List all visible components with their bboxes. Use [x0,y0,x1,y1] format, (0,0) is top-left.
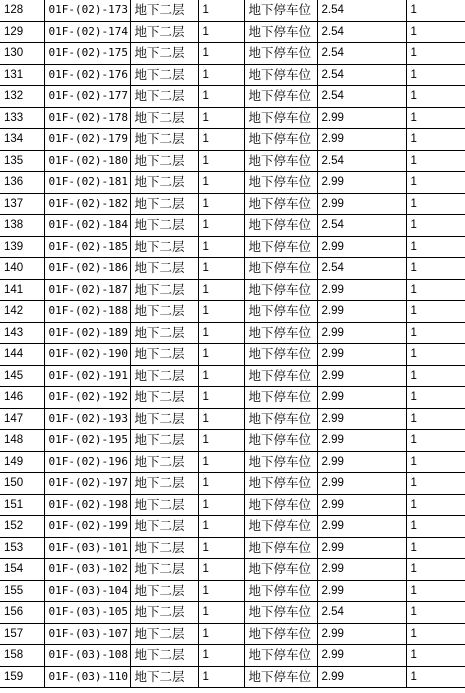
space-type-cell: 地下停车位 [244,559,317,581]
row-number-cell: 151 [0,494,44,516]
table-row [0,64,465,86]
area-cell: 2.99 [317,279,406,301]
quantity-cell: 1 [198,430,244,452]
area-cell: 2.54 [317,43,406,65]
area-cell: 2.99 [317,645,406,667]
floor-cell: 地下二层 [130,236,198,258]
row-number-cell: 136 [0,172,44,194]
space-code-cell: 01F-(03)-108 [44,645,130,667]
space-code-cell: 01F-(02)-198 [44,494,130,516]
area-cell: 2.99 [317,387,406,409]
row-number-cell: 153 [0,537,44,559]
space-type-cell: 地下停车位 [244,21,317,43]
table-row [0,623,465,645]
space-type-cell: 地下停车位 [244,279,317,301]
table-row [0,129,465,151]
count-cell: 1 [406,494,465,516]
space-type-cell: 地下停车位 [244,430,317,452]
row-number-cell: 131 [0,64,44,86]
quantity-cell: 1 [198,0,244,21]
floor-cell: 地下二层 [130,580,198,602]
floor-cell: 地下二层 [130,279,198,301]
space-type-cell: 地下停车位 [244,129,317,151]
area-cell: 2.99 [317,451,406,473]
row-number-cell: 138 [0,215,44,237]
floor-cell: 地下二层 [130,387,198,409]
space-code-cell: 01F-(02)-184 [44,215,130,237]
quantity-cell: 1 [198,236,244,258]
table-row [0,387,465,409]
table-row [0,0,465,21]
row-number-cell: 144 [0,344,44,366]
row-number-cell: 141 [0,279,44,301]
quantity-cell: 1 [198,580,244,602]
space-type-cell: 地下停车位 [244,580,317,602]
table-row [0,559,465,581]
count-cell: 1 [406,0,465,21]
row-number-cell: 135 [0,150,44,172]
floor-cell: 地下二层 [130,21,198,43]
count-cell: 1 [406,43,465,65]
table-row [0,215,465,237]
table-row [0,580,465,602]
count-cell: 1 [406,537,465,559]
table-row [0,365,465,387]
row-number-cell: 155 [0,580,44,602]
table-row [0,193,465,215]
floor-cell: 地下二层 [130,0,198,21]
count-cell: 1 [406,107,465,129]
floor-cell: 地下二层 [130,322,198,344]
table-row [0,537,465,559]
space-code-cell: 01F-(02)-192 [44,387,130,409]
space-code-cell: 01F-(02)-193 [44,408,130,430]
area-cell: 2.54 [317,21,406,43]
row-number-cell: 142 [0,301,44,323]
space-type-cell: 地下停车位 [244,193,317,215]
row-number-cell: 128 [0,0,44,21]
count-cell: 1 [406,236,465,258]
area-cell: 2.99 [317,344,406,366]
space-code-cell: 01F-(02)-178 [44,107,130,129]
space-code-cell: 01F-(03)-107 [44,623,130,645]
table-row [0,279,465,301]
table-row [0,107,465,129]
count-cell: 1 [406,602,465,624]
space-type-cell: 地下停车位 [244,408,317,430]
space-code-cell: 01F-(02)-195 [44,430,130,452]
count-cell: 1 [406,215,465,237]
count-cell: 1 [406,86,465,108]
quantity-cell: 1 [198,258,244,280]
quantity-cell: 1 [198,86,244,108]
row-number-cell: 154 [0,559,44,581]
area-cell: 2.99 [317,172,406,194]
row-number-cell: 156 [0,602,44,624]
count-cell: 1 [406,580,465,602]
space-code-cell: 01F-(02)-177 [44,86,130,108]
row-number-cell: 137 [0,193,44,215]
count-cell: 1 [406,344,465,366]
area-cell: 2.99 [317,129,406,151]
area-cell: 2.54 [317,64,406,86]
row-number-cell: 149 [0,451,44,473]
space-type-cell: 地下停车位 [244,473,317,495]
space-type-cell: 地下停车位 [244,107,317,129]
row-number-cell: 140 [0,258,44,280]
count-cell: 1 [406,64,465,86]
floor-cell: 地下二层 [130,365,198,387]
space-code-cell: 01F-(02)-185 [44,236,130,258]
count-cell: 1 [406,473,465,495]
quantity-cell: 1 [198,107,244,129]
space-type-cell: 地下停车位 [244,365,317,387]
space-code-cell: 01F-(02)-189 [44,322,130,344]
table-row [0,301,465,323]
space-type-cell: 地下停车位 [244,301,317,323]
space-code-cell: 01F-(02)-186 [44,258,130,280]
space-type-cell: 地下停车位 [244,602,317,624]
row-number-cell: 129 [0,21,44,43]
floor-cell: 地下二层 [130,64,198,86]
space-code-cell: 01F-(03)-104 [44,580,130,602]
quantity-cell: 1 [198,408,244,430]
quantity-cell: 1 [198,64,244,86]
area-cell: 2.54 [317,150,406,172]
floor-cell: 地下二层 [130,258,198,280]
space-code-cell: 01F-(02)-188 [44,301,130,323]
space-code-cell: 01F-(02)-190 [44,344,130,366]
area-cell: 2.99 [317,516,406,538]
area-cell: 2.99 [317,430,406,452]
count-cell: 1 [406,516,465,538]
space-code-cell: 01F-(02)-182 [44,193,130,215]
space-type-cell: 地下停车位 [244,451,317,473]
floor-cell: 地下二层 [130,107,198,129]
space-code-cell: 01F-(03)-102 [44,559,130,581]
quantity-cell: 1 [198,43,244,65]
space-code-cell: 01F-(02)-199 [44,516,130,538]
space-type-cell: 地下停车位 [244,172,317,194]
count-cell: 1 [406,322,465,344]
row-number-cell: 152 [0,516,44,538]
quantity-cell: 1 [198,602,244,624]
quantity-cell: 1 [198,150,244,172]
space-type-cell: 地下停车位 [244,537,317,559]
floor-cell: 地下二层 [130,451,198,473]
floor-cell: 地下二层 [130,344,198,366]
floor-cell: 地下二层 [130,559,198,581]
table-row [0,150,465,172]
space-type-cell: 地下停车位 [244,494,317,516]
space-type-cell: 地下停车位 [244,666,317,688]
quantity-cell: 1 [198,516,244,538]
area-cell: 2.54 [317,602,406,624]
table-row [0,666,465,688]
area-cell: 2.99 [317,494,406,516]
table-row [0,86,465,108]
floor-cell: 地下二层 [130,430,198,452]
floor-cell: 地下二层 [130,537,198,559]
space-code-cell: 01F-(02)-191 [44,365,130,387]
table-row [0,236,465,258]
count-cell: 1 [406,365,465,387]
area-cell: 2.99 [317,623,406,645]
row-number-cell: 147 [0,408,44,430]
table-row [0,602,465,624]
area-cell: 2.99 [317,301,406,323]
area-cell: 2.99 [317,473,406,495]
count-cell: 1 [406,623,465,645]
table-row [0,451,465,473]
floor-cell: 地下二层 [130,129,198,151]
row-number-cell: 143 [0,322,44,344]
area-cell: 2.99 [317,666,406,688]
count-cell: 1 [406,279,465,301]
floor-cell: 地下二层 [130,645,198,667]
quantity-cell: 1 [198,387,244,409]
space-code-cell: 01F-(02)-176 [44,64,130,86]
space-type-cell: 地下停车位 [244,43,317,65]
floor-cell: 地下二层 [130,473,198,495]
space-type-cell: 地下停车位 [244,322,317,344]
count-cell: 1 [406,666,465,688]
space-type-cell: 地下停车位 [244,86,317,108]
count-cell: 1 [406,451,465,473]
space-code-cell: 01F-(02)-180 [44,150,130,172]
space-code-cell: 01F-(03)-110 [44,666,130,688]
floor-cell: 地下二层 [130,150,198,172]
table-row [0,645,465,667]
quantity-cell: 1 [198,279,244,301]
quantity-cell: 1 [198,365,244,387]
row-number-cell: 159 [0,666,44,688]
quantity-cell: 1 [198,451,244,473]
floor-cell: 地下二层 [130,516,198,538]
quantity-cell: 1 [198,215,244,237]
row-number-cell: 150 [0,473,44,495]
row-number-cell: 157 [0,623,44,645]
table-row [0,258,465,280]
table-row [0,494,465,516]
space-code-cell: 01F-(02)-179 [44,129,130,151]
quantity-cell: 1 [198,322,244,344]
floor-cell: 地下二层 [130,193,198,215]
row-number-cell: 133 [0,107,44,129]
floor-cell: 地下二层 [130,301,198,323]
space-code-cell: 01F-(03)-105 [44,602,130,624]
floor-cell: 地下二层 [130,494,198,516]
table-row [0,516,465,538]
space-code-cell: 01F-(02)-175 [44,43,130,65]
floor-cell: 地下二层 [130,666,198,688]
row-number-cell: 158 [0,645,44,667]
space-code-cell: 01F-(03)-101 [44,537,130,559]
quantity-cell: 1 [198,172,244,194]
table-row [0,408,465,430]
table-row [0,43,465,65]
count-cell: 1 [406,408,465,430]
space-type-cell: 地下停车位 [244,236,317,258]
count-cell: 1 [406,129,465,151]
space-code-cell: 01F-(02)-174 [44,21,130,43]
area-cell: 2.54 [317,86,406,108]
count-cell: 1 [406,21,465,43]
table-row [0,430,465,452]
quantity-cell: 1 [198,537,244,559]
area-cell: 2.99 [317,580,406,602]
quantity-cell: 1 [198,129,244,151]
space-type-cell: 地下停车位 [244,623,317,645]
space-type-cell: 地下停车位 [244,64,317,86]
area-cell: 2.99 [317,408,406,430]
quantity-cell: 1 [198,623,244,645]
quantity-cell: 1 [198,301,244,323]
count-cell: 1 [406,559,465,581]
count-cell: 1 [406,430,465,452]
quantity-cell: 1 [198,645,244,667]
space-code-cell: 01F-(02)-187 [44,279,130,301]
floor-cell: 地下二层 [130,86,198,108]
row-number-cell: 134 [0,129,44,151]
floor-cell: 地下二层 [130,43,198,65]
row-number-cell: 139 [0,236,44,258]
row-number-cell: 146 [0,387,44,409]
space-type-cell: 地下停车位 [244,387,317,409]
quantity-cell: 1 [198,344,244,366]
floor-cell: 地下二层 [130,408,198,430]
floor-cell: 地下二层 [130,623,198,645]
space-type-cell: 地下停车位 [244,645,317,667]
area-cell: 2.54 [317,215,406,237]
space-type-cell: 地下停车位 [244,0,317,21]
table-row [0,21,465,43]
count-cell: 1 [406,193,465,215]
count-cell: 1 [406,172,465,194]
table-row [0,322,465,344]
space-code-cell: 01F-(02)-173 [44,0,130,21]
quantity-cell: 1 [198,21,244,43]
count-cell: 1 [406,645,465,667]
area-cell: 2.54 [317,258,406,280]
quantity-cell: 1 [198,494,244,516]
area-cell: 2.99 [317,537,406,559]
floor-cell: 地下二层 [130,172,198,194]
quantity-cell: 1 [198,473,244,495]
row-number-cell: 148 [0,430,44,452]
space-code-cell: 01F-(02)-196 [44,451,130,473]
row-number-cell: 130 [0,43,44,65]
table-row [0,473,465,495]
area-cell: 2.99 [317,365,406,387]
table-row [0,172,465,194]
area-cell: 2.99 [317,559,406,581]
table-row [0,344,465,366]
count-cell: 1 [406,387,465,409]
count-cell: 1 [406,258,465,280]
space-type-cell: 地下停车位 [244,258,317,280]
quantity-cell: 1 [198,559,244,581]
row-number-cell: 145 [0,365,44,387]
space-code-cell: 01F-(02)-197 [44,473,130,495]
area-cell: 2.99 [317,322,406,344]
space-type-cell: 地下停车位 [244,215,317,237]
space-type-cell: 地下停车位 [244,150,317,172]
row-number-cell: 132 [0,86,44,108]
area-cell: 2.99 [317,236,406,258]
space-type-cell: 地下停车位 [244,516,317,538]
area-cell: 2.99 [317,193,406,215]
area-cell: 2.54 [317,0,406,21]
floor-cell: 地下二层 [130,215,198,237]
count-cell: 1 [406,150,465,172]
floor-cell: 地下二层 [130,602,198,624]
space-type-cell: 地下停车位 [244,344,317,366]
space-code-cell: 01F-(02)-181 [44,172,130,194]
quantity-cell: 1 [198,193,244,215]
count-cell: 1 [406,301,465,323]
area-cell: 2.99 [317,107,406,129]
quantity-cell: 1 [198,666,244,688]
